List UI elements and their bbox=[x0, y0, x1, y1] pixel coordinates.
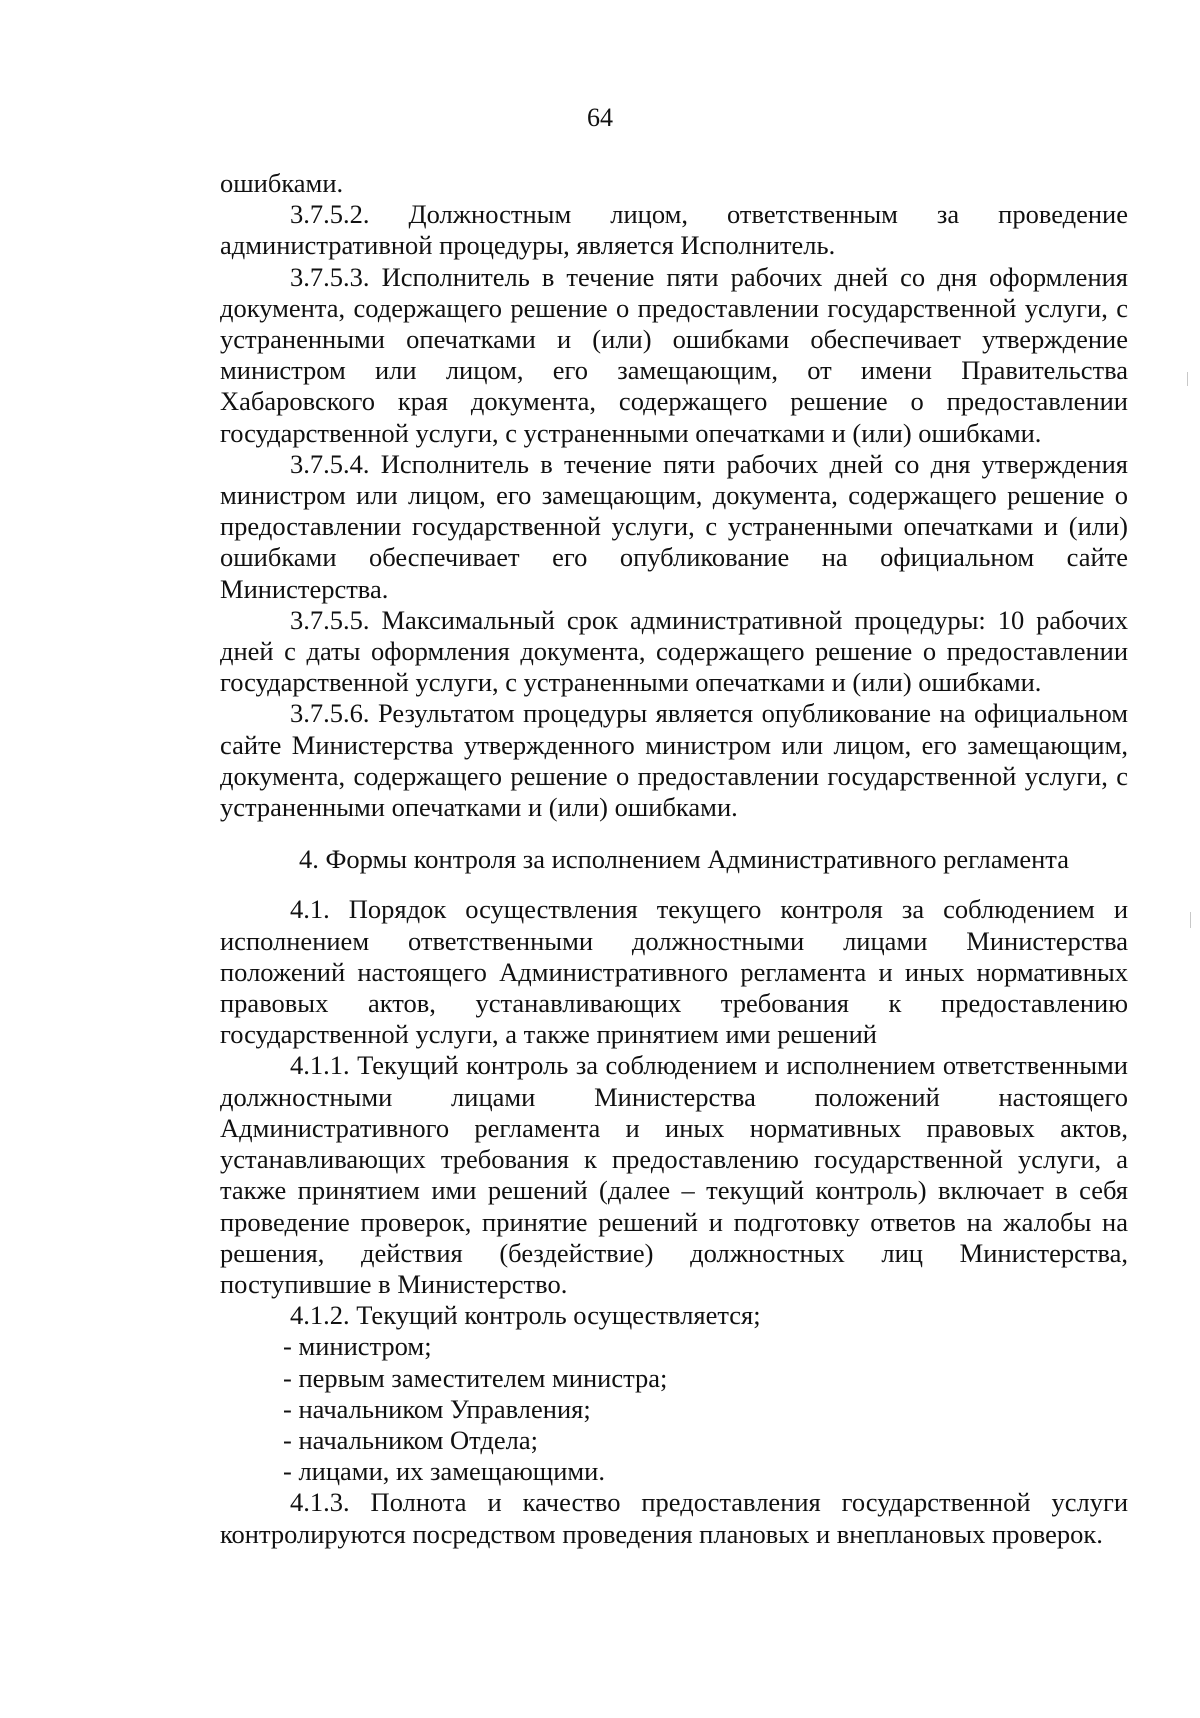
list-item: - начальником Управления; bbox=[283, 1393, 591, 1424]
scan-artifact-mark bbox=[1187, 372, 1188, 386]
paragraph-3-7-5-4: 3.7.5.4. Исполнитель в течение пяти рабочих дней со дня утверждения министром или лицом, его замещающим, документа, содержащего решение о предоставлении государственной услуги, с устраненными опечатками и (или) ошибками обеспечивает его опубликование на официальном сайте Министерства. bbox=[220, 448, 1128, 604]
list-item: - первым заместителем министра; bbox=[283, 1362, 668, 1393]
paragraph-3-7-5-2: 3.7.5.2. Должностным лицом, ответственным за проведение административной процедуры, является Исполнитель. bbox=[220, 199, 1128, 261]
section-heading-4: 4. Формы контроля за исполнением Административного регламента bbox=[299, 844, 1069, 875]
paragraph-4-1-2: 4.1.2. Текущий контроль осуществляется; bbox=[290, 1300, 761, 1331]
page-number: 64 bbox=[587, 103, 613, 132]
document-body bbox=[220, 168, 1128, 1550]
list-item: - лицами, их замещающими. bbox=[283, 1456, 605, 1487]
paragraph-continuation: ошибками. bbox=[220, 168, 344, 198]
paragraph-4-1-1: 4.1.1. Текущий контроль за соблюдением и исполнением ответственными должностными лицами Министерства положений настоящего Административного регламента и иных нормативных правовых актов, устанавливающих требования к предоставлению государственной услуги, а также принятием ими решений (далее – текущий контроль) включает в себя проведение проверок, принятие решений и подготовку ответов на жалобы на решения, действия (бездействие) должностных лиц Министерства, поступившие в Министерство. bbox=[220, 1050, 1128, 1299]
list-item: - министром; bbox=[283, 1331, 432, 1362]
paragraph-3-7-5-6: 3.7.5.6. Результатом процедуры является опубликование на официальном сайте Министерства утвержденного министром или лицом, его замещающим, документа, содержащего решение о предоставлении государственной услуги, с устраненными опечатками и (или) ошибками. bbox=[220, 698, 1128, 823]
paragraph-3-7-5-5: 3.7.5.5. Максимальный срок административной процедуры: 10 рабочих дней с даты оформления документа, содержащего решение о предоставлении государственной услуги, с устраненными опечатками и (или) ошибками. bbox=[220, 604, 1128, 698]
paragraph-3-7-5-3: 3.7.5.3. Исполнитель в течение пяти рабочих дней со дня оформления документа, содержащего решение о предоставлении государственной услуги, с устраненными опечатками и (или) ошибками обеспечивает утверждение министром или лицом, его замещающим, от имени Правительства Хабаровского края документа, содержащего решение о предоставлении государственной услуги, с устраненными опечатками и (или) ошибками. bbox=[220, 261, 1128, 448]
paragraph-4-1: 4.1. Порядок осуществления текущего контроля за соблюдением и исполнением ответственными должностными лицами Министерства положений настоящего Административного регламента и иных нормативных правовых актов, устанавливающих требования к предоставлению государственной услуги, а также принятием ими решений bbox=[220, 894, 1128, 1050]
paragraph-4-1-3: 4.1.3. Полнота и качество предоставления государственной услуги контролируются посредством проведения плановых и внеплановых проверок. bbox=[220, 1487, 1128, 1549]
scan-artifact-mark bbox=[1190, 912, 1191, 928]
list-item: - начальником Отдела; bbox=[283, 1424, 538, 1455]
